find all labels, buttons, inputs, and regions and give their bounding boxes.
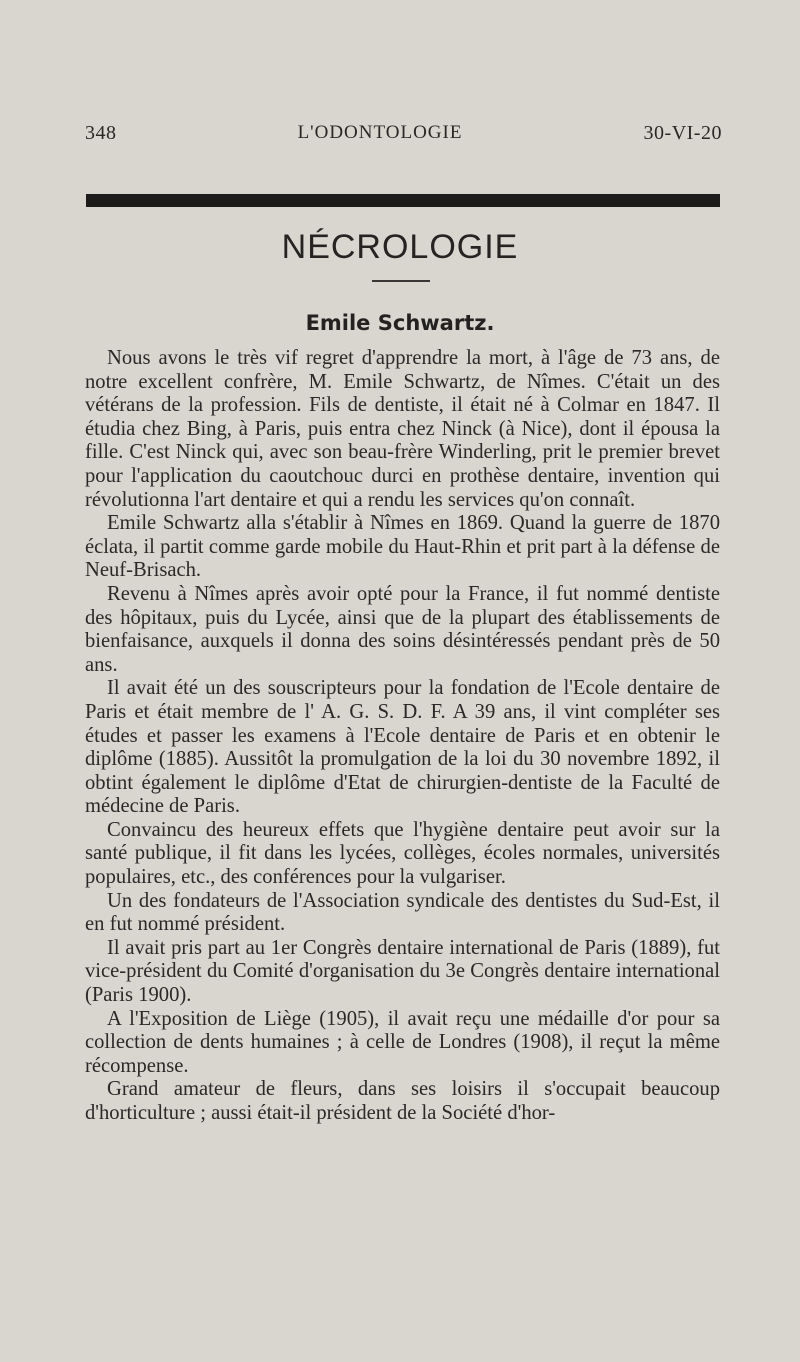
paragraph: Revenu à Nîmes après avoir opté pour la France, il fut nommé dentiste des hôpitaux, puis du Lycée, ainsi que de la plupart des établissements de bienfaisance, auxquels il donna des soins désintéressés pendant près de 50 ans. [85, 582, 720, 676]
title-underline [372, 280, 430, 282]
paragraph: Emile Schwartz alla s'établir à Nîmes en 1869. Quand la guerre de 1870 éclata, il partit comme garde mobile du Haut-Rhin et prit part à la défense de Neuf-Brisach. [85, 512, 720, 582]
page-number: 348 [85, 121, 117, 144]
paragraph: Il avait pris part au 1er Congrès dentaire international de Paris (1889), fut vice-président du Comité d'organisation du 3e Congrès dentaire international (Paris 1900). [85, 936, 720, 1007]
paragraph: Il avait été un des souscripteurs pour la fondation de l'Ecole dentaire de Paris et était membre de l' A. G. S. D. F. A 39 ans, il vint compléter ses études et passer les examens à l'Ecole dentaire de Paris et en obtenir le diplôme (1885). Aussitôt la promulgation de la loi du 30 novembre 1892, il obtint également le diplôme d'Etat de chirurgien-dentiste de la Faculté de médecine de Paris. [85, 677, 720, 818]
paragraph: Un des fondateurs de l'Association syndicale des dentistes du Sud-Est, il en fut nommé président. [85, 889, 720, 936]
running-header [85, 118, 722, 148]
paragraph: Grand amateur de fleurs, dans ses loisirs il s'occupait beaucoup d'horticulture ; aussi était-il président de la Société d'hor- [85, 1078, 720, 1124]
article-body [85, 347, 720, 1126]
section-title: NÉCROLOGIE [281, 228, 519, 266]
paragraph: Convaincu des heureux effets que l'hygiène dentaire peut avoir sur la santé publique, il fit dans les lycées, collèges, écoles normales, universités populaires, etc., des conférences pour la vulgariser. [85, 818, 720, 889]
section-divider-bar [86, 194, 720, 207]
paragraph: Nous avons le très vif regret d'apprendre la mort, à l'âge de 73 ans, de notre excellent confrère, M. Emile Schwartz, de Nîmes. C'était un des vétérans de la profession. Fils de dentiste, il était né à Colmar en 1847. Il étudia chez Bing, à Paris, puis entra chez Ninck (à Nice), dont il épousa la fille. C'est Ninck qui, avec son beau-frère Winderling, prit le premier brevet pour l'application du caoutchouc durci en prothèse dentaire, invention qui révolutionna l'art dentaire et qui a rendu les services qu'on connaît. [85, 347, 720, 511]
issue-date: 30-VI-20 [643, 121, 722, 144]
journal-title: L'ODONTOLOGIE [297, 122, 463, 143]
paragraph: A l'Exposition de Liège (1905), il avait reçu une médaille d'or pour sa collection de dents humaines ; à celle de Londres (1908), il reçut la même récompense. [85, 1007, 720, 1077]
article-title: Emile Schwartz. [305, 311, 495, 335]
